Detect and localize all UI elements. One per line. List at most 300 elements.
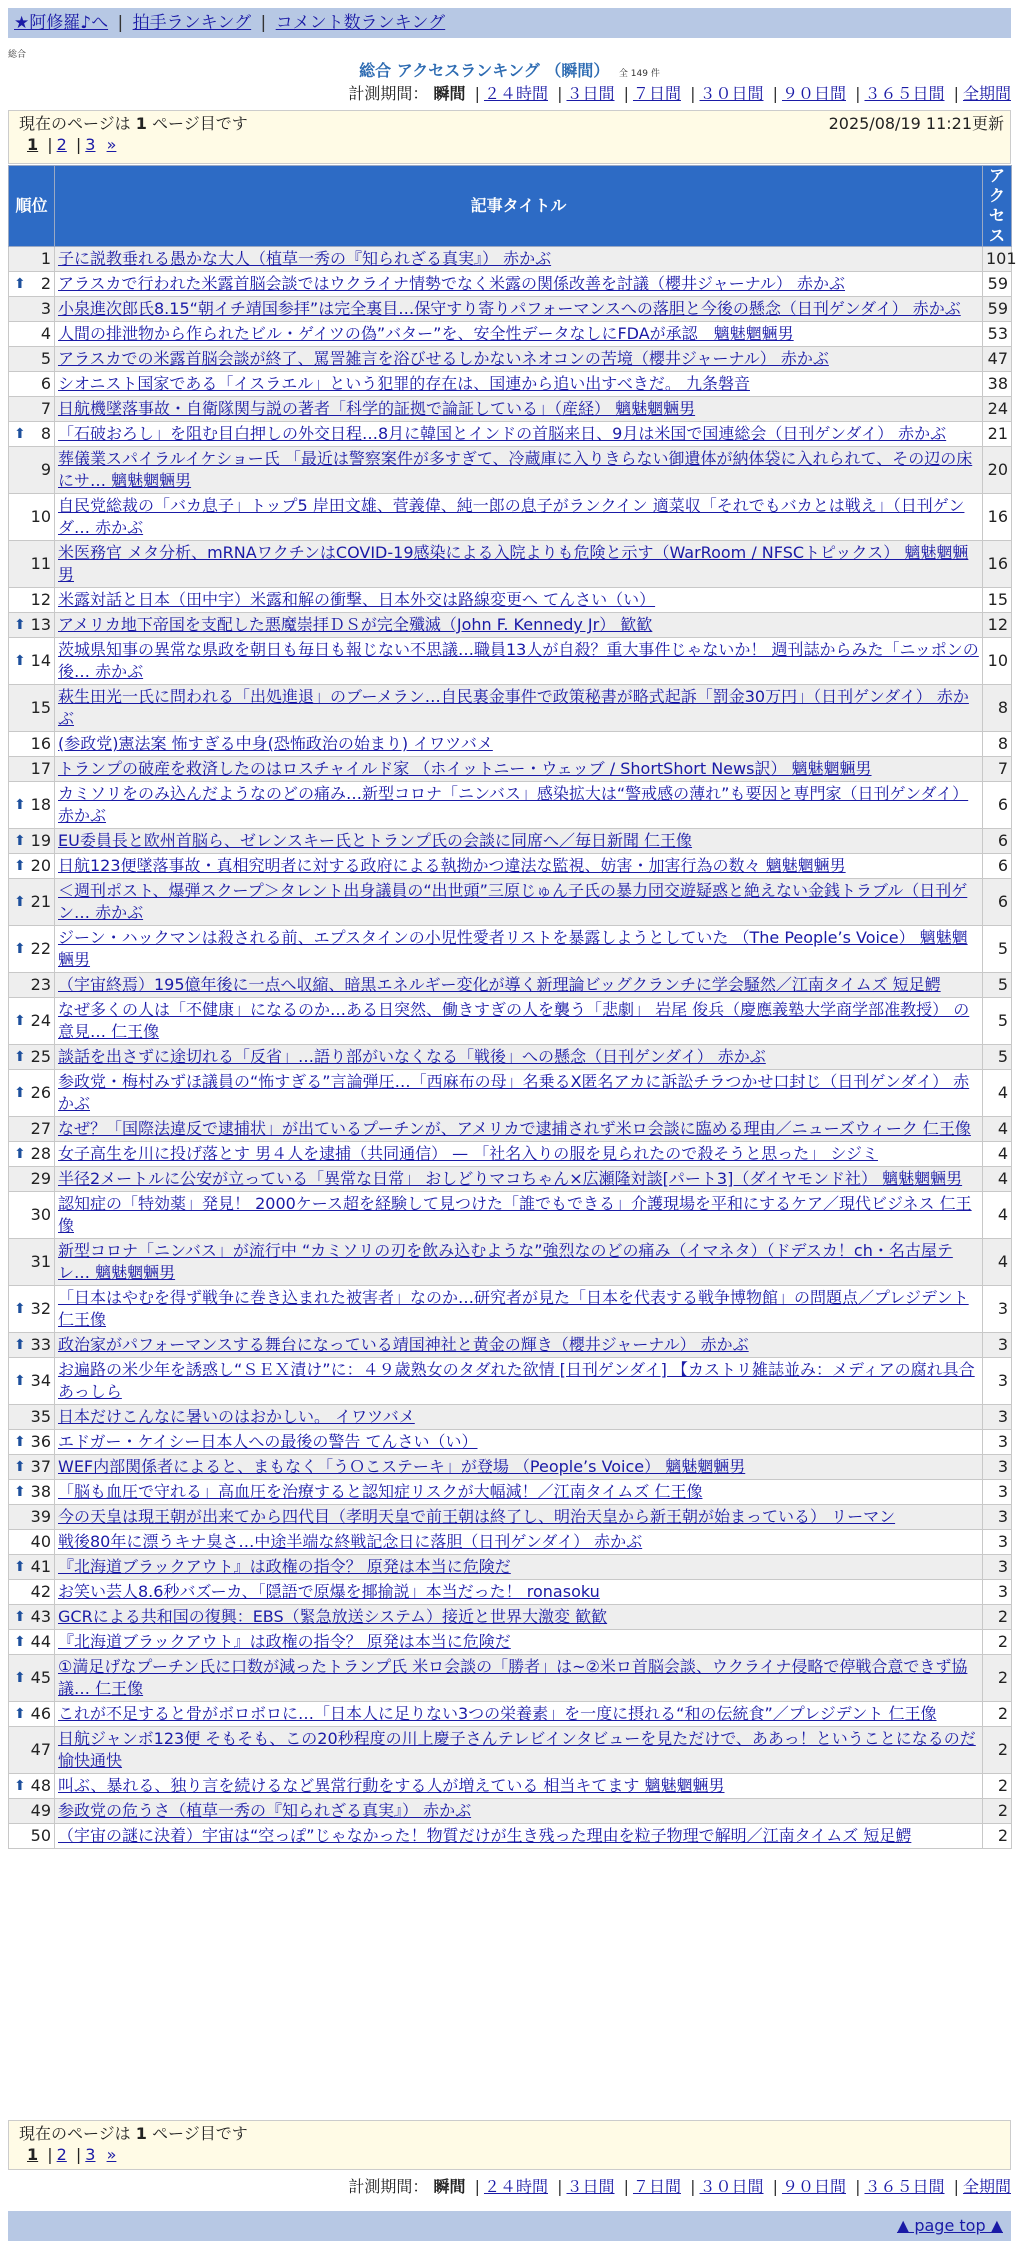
article-link[interactable]: 人間の排泄物から作られたビル・ゲイツの偽”バター”を、安全性データなしにFDAが承認 魑魅魍魎男: [58, 324, 794, 343]
period-label: 計測期間：: [348, 2177, 429, 2196]
table-row: [9, 1774, 1012, 1799]
page-status-suffix: ページ目です: [152, 114, 248, 133]
arrow-up-icon: ⬆: [14, 858, 26, 874]
page-status: [19, 2123, 1000, 2144]
rank-cell: [9, 1117, 55, 1142]
rank-number: 37: [30, 1457, 51, 1476]
rank-number: 38: [30, 1482, 51, 1501]
rank-number: 17: [30, 759, 51, 778]
arrow-up-icon: ⬆: [14, 1013, 26, 1029]
rank-cell: [9, 494, 55, 541]
rank-cell: [9, 879, 55, 926]
article-link[interactable]: 叫ぶ、暴れる、独り言を続けるなど異常行動をする人が増えている 相当キてます 魑魅魍魎男: [58, 1776, 725, 1795]
table-row: [9, 447, 1012, 494]
article-link[interactable]: お遍路の米少年を誘惑し“ＳＥＸ漬け”に：４９歳熟女のタダれた欲情 [日刊ゲンダイ] 【カストリ雑誌並み：メディアの腐れ具合 あっしら: [58, 1360, 975, 1401]
title-cell: [55, 372, 983, 397]
title-cell: [55, 732, 983, 757]
separator: |: [953, 2177, 959, 2196]
article-link[interactable]: 『北海道ブラックアウト』は政権の指令？ 原発は本当に危険だ: [58, 1632, 511, 1651]
table-row: [9, 638, 1012, 685]
rank-number: 6: [40, 374, 51, 393]
article-link[interactable]: ＜週刊ポスト、爆弾スクープ＞タレント出身議員の“出世頭”三原じゅん子氏の暴力団交遊疑惑と絶えない金銭トラブル（日刊ゲン… 赤かぶ: [58, 881, 968, 922]
article-link[interactable]: 「脳も血圧で守れる」高血圧を治療すると認知症リスクが大幅減！／江南タイムズ 仁王像: [58, 1482, 703, 1501]
table-row: [9, 782, 1012, 829]
top-nav-bar: [8, 8, 1011, 38]
arrow-up-icon: ⬆: [14, 1146, 26, 1162]
table-row: [9, 1530, 1012, 1555]
period-selector-bottom: [348, 2175, 1011, 2199]
title-cell: [55, 322, 983, 347]
table-row: [9, 854, 1012, 879]
arrow-up-icon: ⬆: [14, 1373, 26, 1389]
title-cell: [55, 272, 983, 297]
article-link[interactable]: お笑い芸人8.6秒バズーカ、「隠語で原爆を揶揄説」本当だった！ ronasoku: [58, 1582, 600, 1601]
title-cell: [55, 613, 983, 638]
clap-ranking-link[interactable]: 拍手ランキング: [132, 13, 252, 33]
ranking-table: [8, 165, 1017, 1849]
article-link[interactable]: 参政党・梅村みずほ議員の“怖すぎる”言論弾圧…「西麻布の母」名乗るX匿名アカに訴訟チラつかせ口封じ（日刊ゲンダイ） 赤かぶ: [58, 1072, 970, 1113]
access-count: 3: [983, 1530, 1012, 1555]
access-count: 2: [983, 1727, 1012, 1774]
title-cell: [55, 1480, 983, 1505]
title-cell: [55, 1045, 983, 1070]
access-count: 4: [983, 1070, 1012, 1117]
table-row: [9, 1630, 1012, 1655]
access-count: 3: [983, 1286, 1012, 1333]
table-row: [9, 1333, 1012, 1358]
arrow-up-icon: ⬆: [14, 1301, 26, 1317]
title-cell: [55, 1774, 983, 1799]
table-row: [9, 322, 1012, 347]
rank-cell: [9, 1774, 55, 1799]
table-header-row: [9, 166, 1012, 247]
rank-cell: [9, 1192, 55, 1239]
title-cell: [55, 1070, 983, 1117]
access-count: 5: [983, 973, 1012, 998]
access-count: 2: [983, 1605, 1012, 1630]
period-link-90d[interactable]: ９０日間: [781, 84, 846, 103]
arrow-up-icon: ⬆: [14, 1670, 26, 1686]
title-cell: [55, 1142, 983, 1167]
title-cell: [55, 638, 983, 685]
page-current: 1: [27, 135, 39, 154]
access-count: 47: [983, 347, 1012, 372]
access-count: 101: [983, 247, 1012, 272]
article-link[interactable]: 日航ジャンボ123便 そもそも、この20秒程度の川上慶子さんテレビインタビューを見ただけで、ああっ！ということになるのだ 愉快通快: [58, 1729, 976, 1770]
article-link[interactable]: アメリカ地下帝国を支配した悪魔崇拝ＤＳが完全殲滅（John F. Kennedy Jr） 歓歓: [58, 615, 653, 634]
rank-number: 1: [40, 249, 51, 268]
page-top-link[interactable]: ▲ page top ▲: [896, 2216, 1003, 2235]
title-cell: [55, 685, 983, 732]
rank-cell: [9, 1630, 55, 1655]
access-count: 10: [983, 638, 1012, 685]
updated-timestamp: 2025/08/19 11:21更新: [828, 114, 1004, 133]
rank-number: 50: [30, 1826, 51, 1845]
article-link[interactable]: 『北海道ブラックアウト』は政権の指令？ 原発は本当に危険だ: [58, 1557, 511, 1576]
rank-number: 23: [30, 975, 51, 994]
title-cell: [55, 1580, 983, 1605]
article-link[interactable]: 子に説教垂れる愚かな大人（植草一秀の『知られざる真実』） 赤かぶ: [58, 249, 552, 268]
rank-number: 22: [30, 939, 51, 958]
article-link[interactable]: (参政党)憲法案 怖すぎる中身(恐怖政治の始まり) イワツバメ: [58, 734, 493, 753]
access-count: 6: [983, 829, 1012, 854]
rank-number: 30: [30, 1205, 51, 1224]
page-link-3[interactable]: 3: [85, 2145, 96, 2164]
page-link-3[interactable]: 3: [85, 135, 96, 154]
rank-cell: [9, 422, 55, 447]
title-cell: [55, 1555, 983, 1580]
title-cell: [55, 1702, 983, 1727]
rank-number: 10: [30, 507, 51, 526]
rank-cell: [9, 973, 55, 998]
rank-cell: [9, 1530, 55, 1555]
article-link[interactable]: アラスカでの米露首脳会談が終了、罵詈雑言を浴びせるしかないネオコンの苦境（櫻井ジャーナル） 赤かぶ: [58, 349, 829, 368]
period-link-all[interactable]: 全期間: [962, 2177, 1011, 2196]
rank-cell: [9, 854, 55, 879]
rank-number: 46: [30, 1704, 51, 1723]
rank-number: 16: [30, 734, 51, 753]
rank-number: 49: [30, 1801, 51, 1820]
access-count: 2: [983, 1774, 1012, 1799]
title-cell: [55, 998, 983, 1045]
table-row: [9, 1505, 1012, 1530]
arrow-up-icon: ⬆: [14, 1634, 26, 1650]
article-link[interactable]: なぜ？「国際法違反で逮捕状」が出ているプーチンが、アメリカで逮捕されず米ロ会談に臨める理由／ニューズウィーク 仁王像: [58, 1119, 971, 1138]
article-link[interactable]: 茨城県知事の異常な県政を朝日も毎日も報じない不思議…職員13人が自殺？重大事件じゃないか！ 週刊誌からみた「ニッポンの後… 赤かぶ: [58, 640, 979, 681]
table-row: [9, 1580, 1012, 1605]
arrow-up-icon: ⬆: [14, 617, 26, 633]
table-row: [9, 1286, 1012, 1333]
period-link-365d[interactable]: ３６５日間: [864, 84, 945, 103]
separator: |: [47, 135, 53, 154]
title-cell: [55, 297, 983, 322]
article-link[interactable]: トランプの破産を救済したのはロスチャイルド家 （ホイットニー・ウェッブ / ShortShort News訳） 魑魅魍魎男: [58, 759, 872, 778]
access-count: 2: [983, 1655, 1012, 1702]
title-cell: [55, 1192, 983, 1239]
arrow-up-icon: ⬆: [14, 833, 26, 849]
pagination-top: [27, 134, 1000, 155]
rank-number: 44: [30, 1632, 51, 1651]
access-count: 21: [983, 422, 1012, 447]
title-cell: [55, 1799, 983, 1824]
arrow-up-icon: ⬆: [14, 426, 26, 442]
rank-cell: [9, 782, 55, 829]
arrow-up-icon: ⬆: [14, 1085, 26, 1101]
separator: |: [260, 13, 267, 33]
article-link[interactable]: 日航123便墜落事故・真相究明者に対する政府による執拗かつ違法な監視、妨害・加害行為の数々 魑魅魍魎男: [58, 856, 846, 875]
title-cell: [55, 1655, 983, 1702]
access-count: 2: [983, 1824, 1012, 1849]
article-link[interactable]: ①満足げなプーチン氏に口数が減ったトランプ氏 米ロ会談の「勝者」は~②米ロ首脳会談、ウクライナ侵略で停戦合意できず協議… 仁王像: [58, 1657, 968, 1698]
rank-cell: [9, 397, 55, 422]
article-link[interactable]: カミソリをのみ込んだようなのどの痛み…新型コロナ「ニンバス」感染拡大は“警戒感の薄れ”も要因と専門家（日刊ゲンダイ） 赤かぶ: [58, 784, 969, 825]
access-count: 59: [983, 272, 1012, 297]
rank-cell: [9, 1605, 55, 1630]
separator: |: [474, 2177, 480, 2196]
ranking-count: 全 149 件: [618, 69, 660, 79]
table-row: [9, 494, 1012, 541]
rank-number: 32: [30, 1299, 51, 1318]
table-row: [9, 1117, 1012, 1142]
period-link-3d[interactable]: ３日間: [566, 2177, 615, 2196]
article-link[interactable]: 日航機墜落事故・自衛隊関与説の著者「科学的証拠で論証している」（産経） 魑魅魍魎男: [58, 399, 696, 418]
rank-number: 24: [30, 1011, 51, 1030]
title-cell: [55, 1605, 983, 1630]
rank-cell: [9, 1070, 55, 1117]
period-link-365d[interactable]: ３６５日間: [864, 2177, 945, 2196]
table-row: [9, 588, 1012, 613]
rank-number: 26: [30, 1083, 51, 1102]
table-row: [9, 372, 1012, 397]
access-count: 3: [983, 1333, 1012, 1358]
table-row: [9, 1192, 1012, 1239]
table-row: [9, 1702, 1012, 1727]
article-link[interactable]: 日本だけこんなに暑いのはおかしい。 イワツバメ: [58, 1407, 415, 1426]
article-link[interactable]: 今の天皇は現王朝が出来てから四代目（孝明天皇で前王朝は終了し、明治天皇から新王朝が始まっている） リーマン: [58, 1507, 896, 1526]
page-status-number: 1: [135, 2124, 147, 2143]
rank-number: 42: [30, 1582, 51, 1601]
table-row: [9, 541, 1012, 588]
rank-number: 19: [30, 831, 51, 850]
access-count: 4: [983, 1239, 1012, 1286]
article-link[interactable]: （宇宙終焉）195億年後に一点へ収縮、暗黒エネルギー変化が導く新理論ビッグクランチに学会騒然／江南タイムズ 短足鰐: [58, 975, 941, 994]
title-cell: [55, 1455, 983, 1480]
separator: |: [855, 2177, 861, 2196]
period-link-24h[interactable]: ２４時間: [483, 2177, 548, 2196]
title-cell: [55, 1405, 983, 1430]
page-status-suffix: ページ目です: [152, 2124, 248, 2143]
rank-number: 13: [30, 615, 51, 634]
next-page-link[interactable]: »: [106, 135, 117, 154]
access-count: 3: [983, 1580, 1012, 1605]
access-count: 2: [983, 1702, 1012, 1727]
title-cell: [55, 1530, 983, 1555]
rank-cell: [9, 1824, 55, 1849]
table-row: [9, 1480, 1012, 1505]
separator: |: [75, 2145, 82, 2164]
title-cell: [55, 1358, 983, 1405]
arrow-up-icon: ⬆: [14, 1706, 26, 1722]
rank-cell: [9, 447, 55, 494]
table-row: [9, 1799, 1012, 1824]
page-link-2[interactable]: 2: [56, 2145, 67, 2164]
rank-cell: [9, 1333, 55, 1358]
title-cell: [55, 757, 983, 782]
period-current: 瞬間: [433, 2177, 466, 2196]
access-count: 3: [983, 1505, 1012, 1530]
header-access: アクセス: [983, 166, 1012, 247]
title-cell: [55, 1727, 983, 1774]
page-link-2[interactable]: 2: [56, 135, 67, 154]
rank-cell: [9, 1167, 55, 1192]
article-link[interactable]: 女子高生を川に投げ落とす 男４人を逮捕（共同通信） — 「社名入りの服を見られたので殺そうと思った」 シジミ: [58, 1144, 878, 1163]
article-link[interactable]: シオニスト国家である「イスラエル」という犯罪的存在は、国連から追い出すべきだ。 九条磐音: [58, 374, 750, 393]
table-row: [9, 1405, 1012, 1430]
access-count: 3: [983, 1430, 1012, 1455]
rank-number: 41: [30, 1557, 51, 1576]
article-link[interactable]: エドガー・ケイシー日本人への最後の警告 てんさい（い）: [58, 1432, 478, 1451]
rank-cell: [9, 1580, 55, 1605]
period-link-7d[interactable]: ７日間: [632, 2177, 681, 2196]
separator: |: [75, 135, 82, 154]
article-link[interactable]: 「石破おろし」を阻む目白押しの外交日程…8月に韓国とインドの首脳来日、9月は米国で国連総会（日刊ゲンダイ） 赤かぶ: [58, 424, 947, 443]
article-link[interactable]: 自民党総裁の「バカ息子」トップ5 岸田文雄、菅義偉、純一郎の息子がランクイン 適菜収「それでもバカとは戦え」（日刊ゲンダ… 赤かぶ: [58, 496, 965, 537]
table-row: [9, 613, 1012, 638]
header-title: 記事タイトル: [55, 166, 983, 247]
article-link[interactable]: 談話を出さずに途切れる「反省」…語り部がいなくなる「戦後」への懸念（日刊ゲンダイ） 赤かぶ: [58, 1047, 766, 1066]
rank-cell: [9, 1045, 55, 1070]
article-link[interactable]: 参政党の危うさ（植草一秀の『知られざる真実』） 赤かぶ: [58, 1801, 472, 1820]
access-count: 6: [983, 854, 1012, 879]
rank-cell: [9, 1655, 55, 1702]
period-link-3d[interactable]: ３日間: [566, 84, 615, 103]
arrow-up-icon: ⬆: [14, 894, 26, 910]
access-count: 3: [983, 1480, 1012, 1505]
rank-number: 15: [30, 698, 51, 717]
period-link-24h[interactable]: ２４時間: [483, 84, 548, 103]
table-row: [9, 685, 1012, 732]
rank-cell: [9, 1358, 55, 1405]
article-link[interactable]: 認知症の「特効薬」発見！ 2000ケース超を経験して見つけた「誰でもできる」介護現場を平和にするケア／現代ビジネス 仁王像: [58, 1194, 972, 1235]
table-row: [9, 247, 1012, 272]
rank-cell: [9, 1430, 55, 1455]
separator: |: [623, 84, 629, 103]
article-link[interactable]: 米医務官 メタ分析、mRNAワクチンはCOVID-19感染による入院よりも危険と示す（WarRoom / NFSCトピックス） 魑魅魍魎男: [58, 543, 969, 584]
rank-cell: [9, 613, 55, 638]
article-link[interactable]: 小泉進次郎氏8.15“朝イチ靖国参拝”は完全裏目…保守すり寄りパフォーマンスへの落胆と今後の懸念（日刊ゲンダイ） 赤かぶ: [58, 299, 961, 318]
rank-number: 12: [30, 590, 51, 609]
access-count: 2: [983, 1799, 1012, 1824]
access-count: 5: [983, 998, 1012, 1045]
access-count: 15: [983, 588, 1012, 613]
access-count: 53: [983, 322, 1012, 347]
page-status-prefix: 現在のページは: [19, 2124, 131, 2143]
title-cell: [55, 422, 983, 447]
title-cell: [55, 1630, 983, 1655]
table-row: [9, 397, 1012, 422]
access-count: 3: [983, 1405, 1012, 1430]
rank-number: 40: [30, 1532, 51, 1551]
article-link[interactable]: なぜ多くの人は「不健康」になるのか…ある日突然、働きすぎの人を襲う「悲劇」 岩尾 俊兵（慶應義塾大学商学部准教授） の意見… 仁王像: [58, 1000, 970, 1041]
bottom-bar: [8, 2211, 1011, 2241]
table-row: [9, 973, 1012, 998]
article-link[interactable]: 米露対話と日本（田中宇）米露和解の衝撃、日本外交は路線変更へ てんさい（い）: [58, 590, 656, 609]
article-link[interactable]: これが不足すると骨がボロボロに…「日本人に足りない3つの栄養素」を一度に摂れる“和の伝統食”／プレジデント 仁王像: [58, 1704, 937, 1723]
rank-number: 20: [30, 856, 51, 875]
rank-cell: [9, 347, 55, 372]
ranking-table-body: [9, 247, 1017, 1849]
article-link[interactable]: 戦後80年に漂うキナ臭さ…中途半端な終戦記念日に落胆（日刊ゲンダイ） 赤かぶ: [58, 1532, 643, 1551]
rank-cell: [9, 1286, 55, 1333]
article-link[interactable]: （宇宙の謎に決着）宇宙は“空っぽ”じゃなかった！物質だけが生き残った理由を粒子物理で解明／江南タイムズ 短足鰐: [58, 1826, 912, 1845]
title-cell: [55, 1505, 983, 1530]
rank-cell: [9, 272, 55, 297]
access-count: 3: [983, 1555, 1012, 1580]
rank-number: 14: [30, 651, 51, 670]
table-row: [9, 1142, 1012, 1167]
rank-cell: [9, 1455, 55, 1480]
arrow-up-icon: ⬆: [14, 1049, 26, 1065]
rank-cell: [9, 1480, 55, 1505]
access-count: 7: [983, 757, 1012, 782]
article-link[interactable]: アラスカで行われた米露首脳会談ではウクライナ情勢でなく米露の関係改善を討議（櫻井ジャーナル） 赤かぶ: [58, 274, 846, 293]
period-link-90d[interactable]: ９０日間: [781, 2177, 846, 2196]
access-count: 12: [983, 613, 1012, 638]
table-row: [9, 757, 1012, 782]
access-count: 38: [983, 372, 1012, 397]
article-link[interactable]: WEF内部関係者によると、まもなく「うＯこステーキ」が登場 （People’s Voice） 魑魅魍魎男: [58, 1457, 746, 1476]
page-status-prefix: 現在のページは: [19, 114, 131, 133]
table-row: [9, 1430, 1012, 1455]
home-link[interactable]: ★阿修羅♪へ: [14, 13, 109, 33]
period-link-7d[interactable]: ７日間: [632, 84, 681, 103]
article-link[interactable]: 「日本はやむを得ず戦争に巻き込まれた被害者」なのか…研究者が見た「日本を代表する戦争博物館」の問題点／プレジデント 仁王像: [58, 1288, 969, 1329]
access-count: 4: [983, 1117, 1012, 1142]
separator: |: [690, 84, 696, 103]
rank-cell: [9, 1702, 55, 1727]
title-cell: [55, 973, 983, 998]
arrow-up-icon: ⬆: [14, 1459, 26, 1475]
table-row: [9, 829, 1012, 854]
title-cell: [55, 588, 983, 613]
rank-number: 35: [30, 1407, 51, 1426]
period-link-30d[interactable]: ３０日間: [699, 84, 764, 103]
arrow-up-icon: ⬆: [14, 276, 26, 292]
table-row: [9, 347, 1012, 372]
rank-cell: [9, 1405, 55, 1430]
article-link[interactable]: 新型コロナ「ニンバス」が流行中 “カミソリの刃を飲み込むような”強烈なのどの痛み（イマネタ）（ドデスカ！ch・名古屋テレ… 魑魅魍魎男: [58, 1241, 953, 1282]
title-cell: [55, 1333, 983, 1358]
rank-number: 36: [30, 1432, 51, 1451]
separator: |: [557, 84, 563, 103]
article-link[interactable]: GCRによる共和国の復興：EBS（緊急放送システム）接近と世界大激変 歓歓: [58, 1607, 608, 1626]
title-cell: [55, 541, 983, 588]
article-link[interactable]: 半径2メートルに公安が立っている「異常な日常」 おしどりマコちゃん×広瀬隆対談[パート3]（ダイヤモンド社） 魑魅魍魎男: [58, 1169, 963, 1188]
article-link[interactable]: EU委員長と欧州首脳ら、ゼレンスキー氏とトランプ氏の会談に同席へ／毎日新聞 仁王像: [58, 831, 693, 850]
arrow-up-icon: ⬆: [14, 1434, 26, 1450]
next-page-link[interactable]: »: [106, 2145, 117, 2164]
title-cell: [55, 397, 983, 422]
access-count: 6: [983, 879, 1012, 926]
article-link[interactable]: ジーン・ハックマンは殺される前、エプスタインの小児性愛者リストを暴露しようとしていた （The People’s Voice） 魑魅魍魎男: [58, 928, 968, 969]
rank-cell: [9, 1142, 55, 1167]
separator: |: [855, 84, 861, 103]
access-count: 4: [983, 1192, 1012, 1239]
article-link[interactable]: 政治家がパフォーマンスする舞台になっている靖国神社と黄金の輝き（櫻井ジャーナル） 赤かぶ: [58, 1335, 749, 1354]
title-cell: [55, 782, 983, 829]
period-link-30d[interactable]: ３０日間: [699, 2177, 764, 2196]
access-count: 8: [983, 732, 1012, 757]
title-cell: [55, 1239, 983, 1286]
rank-cell: [9, 1799, 55, 1824]
title-cell: [55, 494, 983, 541]
rank-cell: [9, 372, 55, 397]
rank-number: 47: [30, 1740, 51, 1759]
article-link[interactable]: 萩生田光一氏に問われる「出処進退」のブーメラン…自民裏金事件で政策秘書が略式起訴「罰金30万円」（日刊ゲンダイ） 赤かぶ: [58, 687, 969, 728]
table-row: [9, 1045, 1012, 1070]
arrow-up-icon: ⬆: [14, 653, 26, 669]
period-link-all[interactable]: 全期間: [962, 84, 1011, 103]
comment-ranking-link[interactable]: コメント数ランキング: [275, 13, 446, 33]
article-link[interactable]: 葬儀業スパイラルイケショー氏 「最近は警察案件が多すぎて、冷蔵庫に入りきらない御遺体が納体袋に入れられて、その辺の床にサ… 魑魅魍魎男: [58, 449, 973, 490]
rank-number: 11: [30, 554, 51, 573]
arrow-up-icon: ⬆: [14, 1559, 26, 1575]
title-cell: [55, 879, 983, 926]
rank-cell: [9, 1505, 55, 1530]
table-row: [9, 1824, 1012, 1849]
table-row: [9, 1455, 1012, 1480]
rank-cell: [9, 322, 55, 347]
